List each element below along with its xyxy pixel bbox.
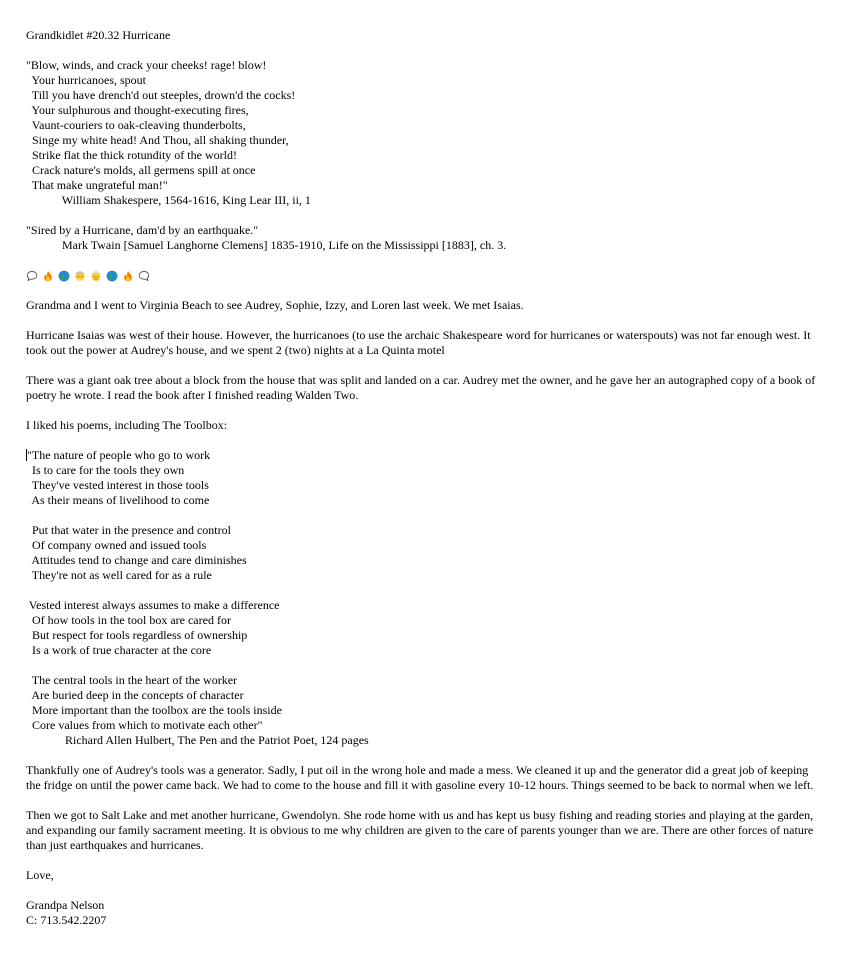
speech-bubble-icon — [138, 270, 150, 282]
poem-line: Attitudes tend to change and care diminishes — [26, 553, 247, 567]
fire-icon — [122, 270, 134, 282]
poem-first-line: "The nature of people who go to work — [27, 448, 211, 462]
poem-line: Core values from which to motivate each other" — [26, 718, 263, 732]
poem-line — [26, 448, 823, 463]
poem-line: Of how tools in the tool box are cared for — [26, 613, 231, 627]
paragraph: There was a giant oak tree about a block from the house that was split and landed on a car. Audrey met the owner, and he gave her an autographed copy of a book of poetry he wrote. I read the book after I finished reading Walden Two. — [26, 373, 816, 402]
globe-icon — [58, 270, 70, 282]
poem-line: They're not as well cared for as a rule — [26, 568, 212, 582]
quote-line: Strike flat the thick rotundity of the world! — [26, 148, 237, 162]
quote-attribution: William Shakespere, 1564-1616, King Lear III, ii, 1 — [26, 193, 311, 207]
quote-line: That make ungrateful man!" — [26, 178, 168, 192]
poem-line: But respect for tools regardless of ownership — [26, 628, 248, 642]
poem-line: As their means of livelihood to come — [26, 493, 210, 507]
paragraph: Then we got to Salt Lake and met another hurricane, Gwendolyn. She rode home with us and has kept us busy fishing and reading stories and playing at the garden, and expanding our family sacrament meeting. It is obvious to me why children are given to the care of parents younger than we are. There are other forces of nature than just earthquakes and hurricanes. — [26, 808, 814, 852]
paragraph: I liked his poems, including The Toolbox: — [26, 418, 228, 432]
emoji-row — [26, 268, 823, 283]
poem-line: Of company owned and issued tools — [26, 538, 207, 552]
quote-line: Your hurricanoes, spout — [26, 73, 146, 87]
quote-line: Singe my white head! And Thou, all shaking thunder, — [26, 133, 289, 147]
shakespeare-quote — [26, 58, 823, 208]
toolbox-poem — [26, 448, 823, 748]
poem-line: Is to care for the tools they own — [26, 463, 185, 477]
speech-bubble-icon — [26, 270, 38, 282]
quote-line: Till you have drench'd out steeples, drown'd the cocks! — [26, 88, 296, 102]
globe-icon — [106, 270, 118, 282]
document-title: Grandkidlet #20.32 Hurricane — [26, 28, 171, 42]
poem-attribution: Richard Allen Hulbert, The Pen and the Patriot Poet, 124 pages — [26, 733, 369, 747]
paragraph: Thankfully one of Audrey's tools was a generator. Sadly, I put oil in the wrong hole and made a mess. We cleaned it up and the generator did a great job of keeping the fridge on until the power came back. We had to come to the house and fill it with gasoline every 10-12 hours. Things seemed to be back to normal when we left. — [26, 763, 814, 792]
poem-line: Put that water in the presence and control — [26, 523, 231, 537]
poem-line: Are buried deep in the concepts of character — [26, 688, 244, 702]
old-woman-icon — [90, 270, 102, 282]
signature-name: Grandpa Nelson — [26, 898, 105, 912]
quote-line: Your sulphurous and thought-executing fires, — [26, 103, 249, 117]
quote-line: "Sired by a Hurricane, dam'd by an earthquake." — [26, 223, 259, 237]
fire-icon — [42, 270, 54, 282]
closing-love: Love, — [26, 868, 54, 882]
paragraph: Hurricane Isaias was west of their house. However, the hurricanoes (to use the archaic Shakespeare word for hurricanes or waterspouts) was not far enough west. It took out the power at Audrey's house, and we spent 2 (two) nights at a La Quinta motel — [26, 328, 811, 357]
paragraph: Grandma and I went to Virginia Beach to see Audrey, Sophie, Izzy, and Loren last week. We met Isaias. — [26, 298, 524, 312]
poem-line: Vested interest always assumes to make a difference — [26, 598, 280, 612]
poem-line: Is a work of true character at the core — [26, 643, 212, 657]
quote-line: "Blow, winds, and crack your cheeks! rage! blow! — [26, 58, 267, 72]
phone-number: C: 713.542.2207 — [26, 913, 107, 927]
poem-line: They've vested interest in those tools — [26, 478, 209, 492]
quote-line: Crack nature's molds, all germens spill at once — [26, 163, 256, 177]
poem-line: More important than the toolbox are the tools inside — [26, 703, 282, 717]
quote-line: Vaunt-couriers to oak-cleaving thunderbolts, — [26, 118, 246, 132]
twain-quote — [26, 223, 823, 253]
poem-line: The central tools in the heart of the worker — [26, 673, 238, 687]
quote-attribution: Mark Twain [Samuel Langhorne Clemens] 1835-1910, Life on the Mississippi [1883], ch. 3. — [26, 238, 507, 252]
old-man-icon — [74, 270, 86, 282]
